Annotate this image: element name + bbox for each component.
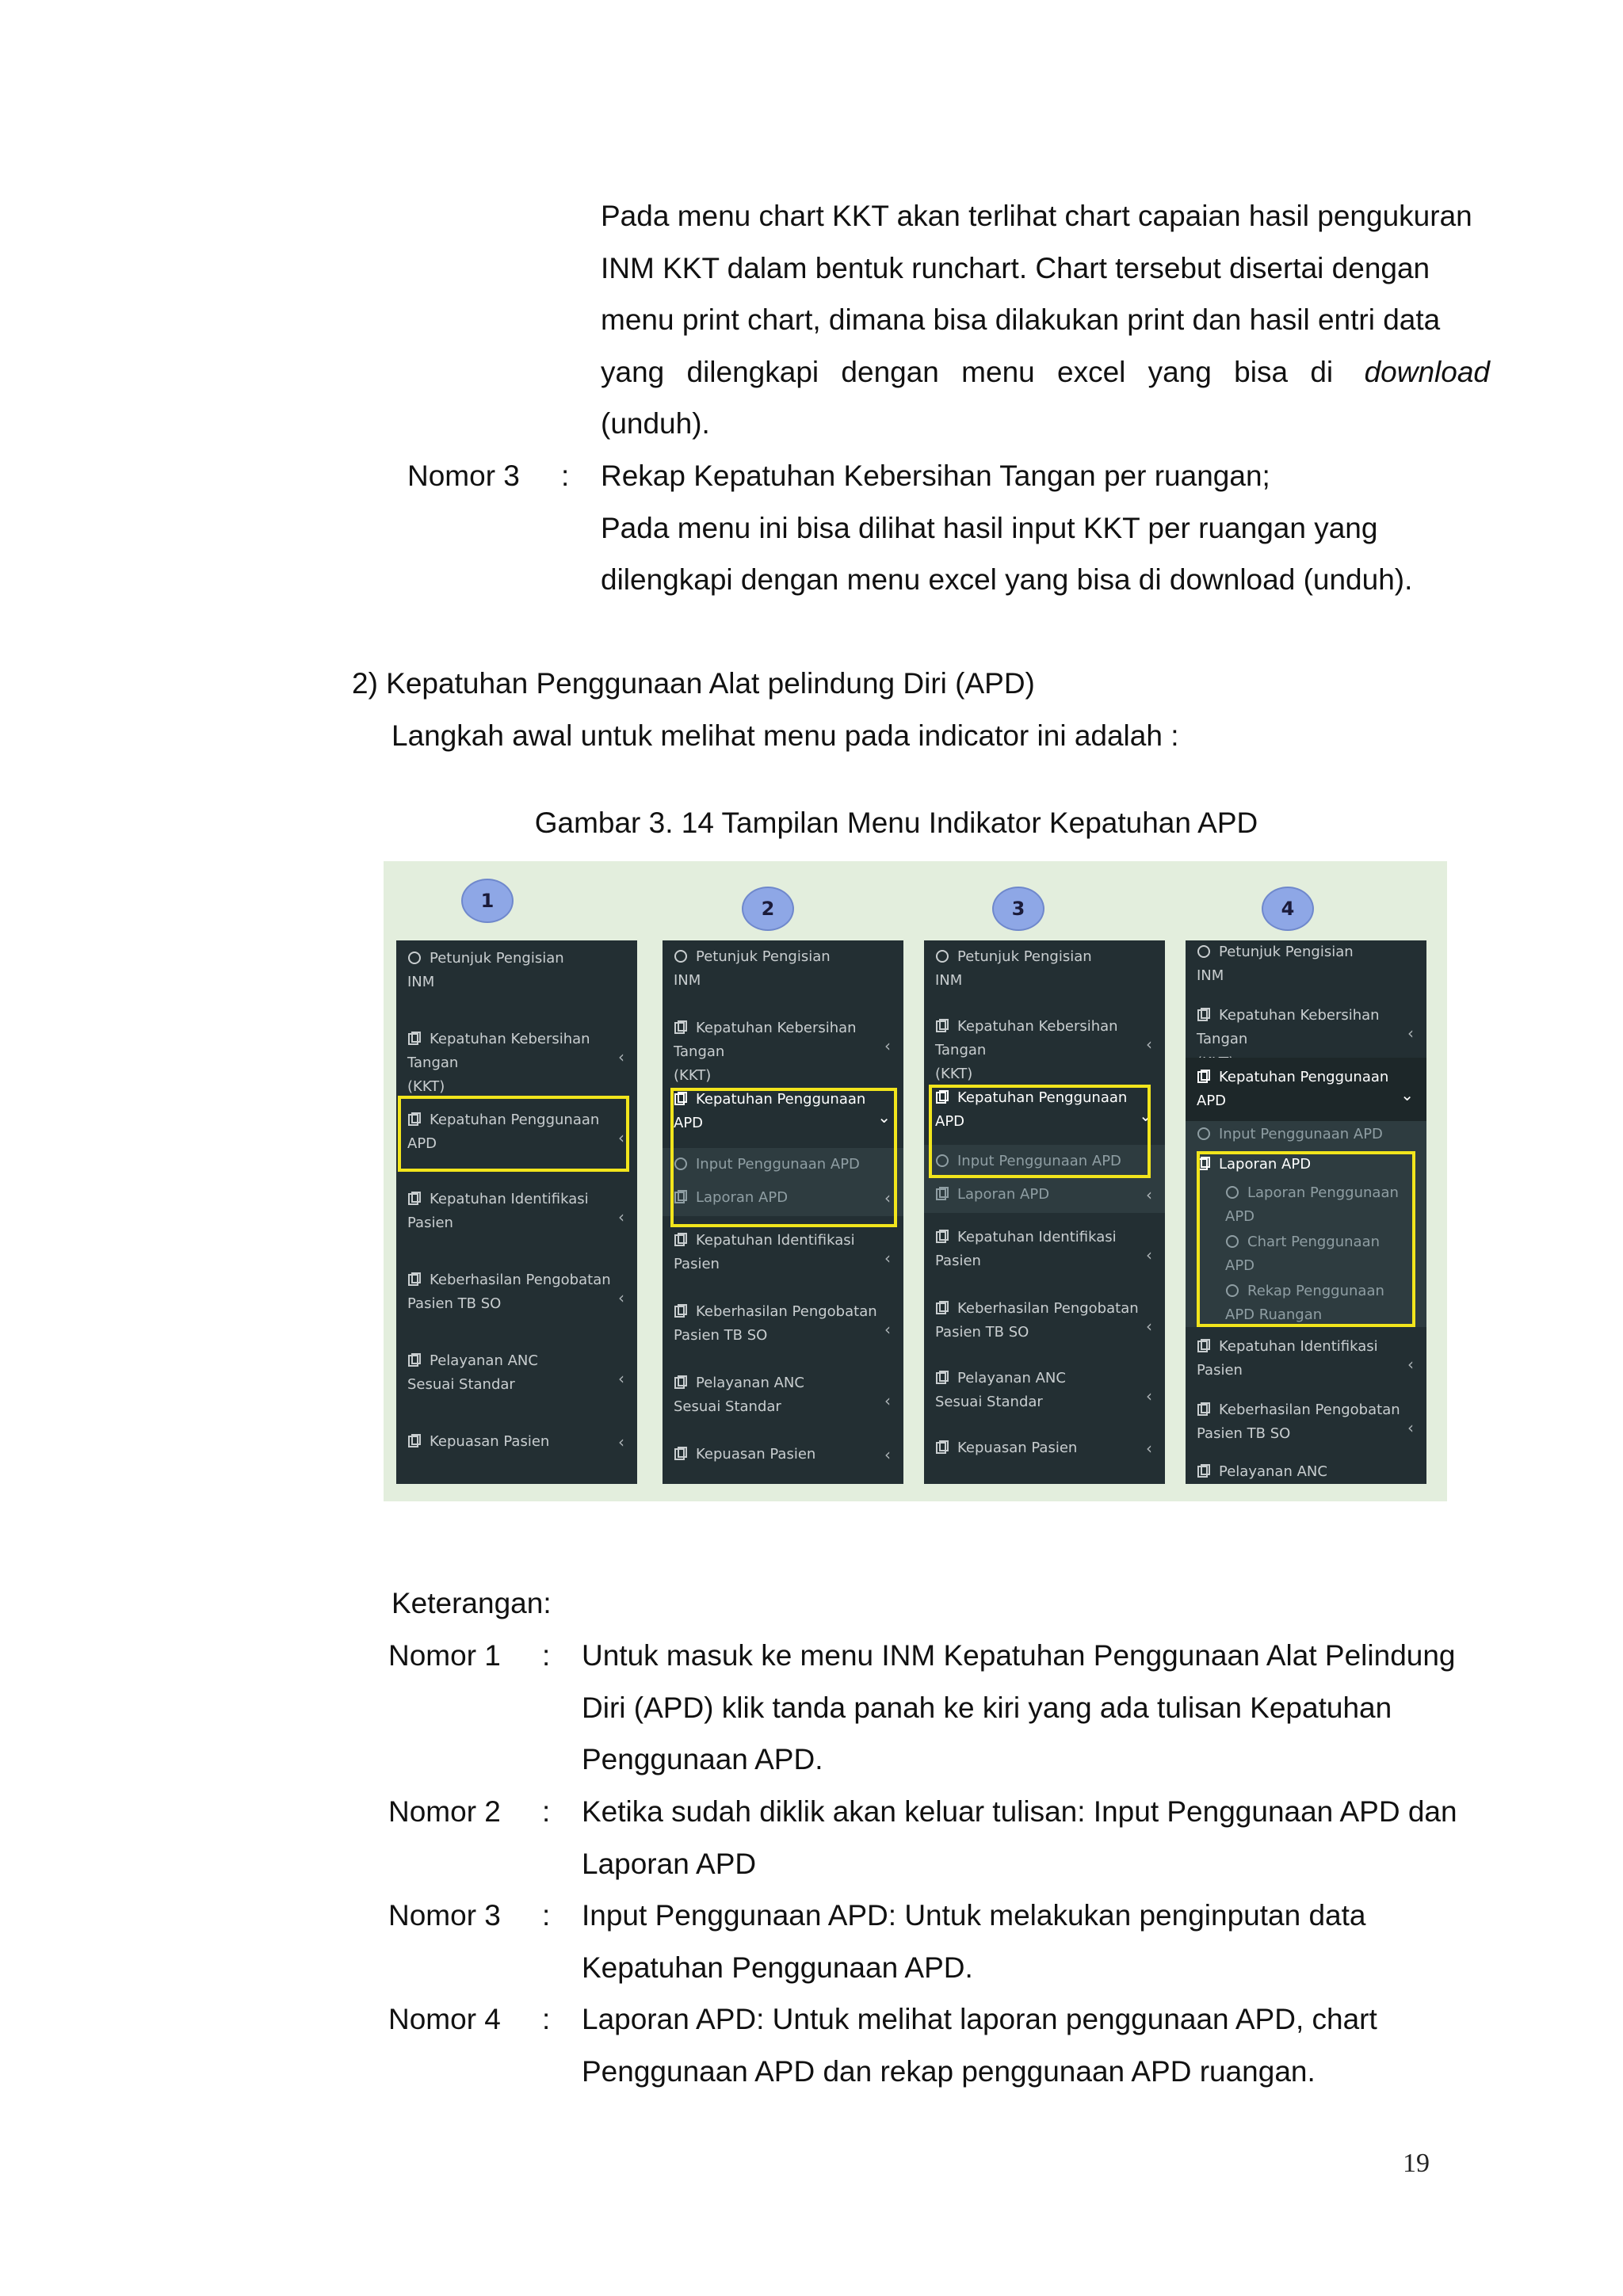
menu-label: INM <box>935 972 963 989</box>
keterangan-line: Penggunaan APD dan rekap penggunaan APD ruangan. <box>582 2054 1316 2088</box>
menu-label: Pasien <box>935 1253 981 1269</box>
nomor-label: Nomor 1 <box>388 1639 501 1672</box>
menu-label: Pasien TB SO <box>935 1324 1029 1341</box>
clipboard-icon <box>407 1352 422 1366</box>
chevron-left-icon: ‹ <box>1146 1439 1152 1458</box>
chevron-left-icon: ‹ <box>618 1288 624 1307</box>
highlight-box <box>670 1088 897 1227</box>
intro-line: (unduh). <box>601 407 710 440</box>
menu-label: Pasien <box>674 1256 720 1272</box>
menu-label: Kepuasan Pasien <box>957 1440 1078 1456</box>
circle-icon <box>1197 943 1211 957</box>
colon: : <box>542 1899 551 1932</box>
clipboard-icon <box>407 1432 422 1447</box>
nomor-label: Nomor 4 <box>388 2003 501 2035</box>
menu-label: Pasien TB SO <box>1197 1425 1291 1442</box>
intro-line: menu print chart, dimana bisa dilakukan print dan hasil entri data <box>601 303 1441 336</box>
menu-label: Kepatuhan Kebersihan Tangan <box>935 1018 1118 1058</box>
chevron-left-icon: ‹ <box>1146 1185 1152 1204</box>
badge-4: 4 <box>1262 887 1314 931</box>
nomor-label: Nomor 3 <box>407 460 520 492</box>
menu-panel-3 <box>924 940 1165 1484</box>
menu-label: Pasien <box>407 1215 453 1231</box>
clipboard-icon <box>674 1445 688 1459</box>
chevron-left-icon: ‹ <box>1146 1245 1152 1264</box>
chevron-left-icon: ‹ <box>884 1445 891 1464</box>
menu-label: Laporan APD <box>696 1189 789 1206</box>
nomor-label: Nomor 3 <box>388 1899 501 1932</box>
colon: : <box>542 1795 551 1828</box>
chevron-left-icon: ‹ <box>1407 1418 1414 1437</box>
menu-item-anc[interactable] <box>407 1349 629 1397</box>
menu-label: Chart Penggunaan <box>1247 1234 1381 1250</box>
keterangan-line: Untuk masuk ke menu INM Kepatuhan Penggunaan Alat Pelindung <box>582 1639 1456 1672</box>
menu-label: Keberhasilan Pengobatan <box>430 1272 611 1288</box>
keterangan-line: Input Penggunaan APD: Untuk melakukan penginputan data <box>582 1899 1366 1932</box>
menu-label: Keberhasilan Pengobatan <box>1219 1402 1400 1418</box>
nomor-label: Nomor 2 <box>388 1795 501 1828</box>
clipboard-icon <box>674 1374 688 1388</box>
menu-label: Kepatuhan Penggunaan <box>1219 1069 1389 1085</box>
menu-label: Rekap Penggunaan <box>1247 1283 1384 1299</box>
figure-menu-screenshot <box>384 861 1447 1501</box>
keterangan-line: Laporan APD <box>582 1847 757 1880</box>
keterangan-line: Diri (APD) klik tanda panah ke kiri yang ada tulisan Kepatuhan <box>582 1691 1392 1724</box>
intro-line: INM KKT dalam bentuk runchart. Chart tersebut disertai dengan <box>601 251 1430 284</box>
menu-item-kkt[interactable] <box>407 1028 629 1099</box>
section-subtitle: Langkah awal untuk melihat menu pada indicator ini adalah : <box>391 719 1179 752</box>
intro-line-text: yang dilengkapi dengan menu excel yang bisa di <box>601 355 1334 388</box>
chevron-down-icon: ⌄ <box>877 1108 891 1127</box>
menu-label: Pasien TB SO <box>407 1295 502 1312</box>
chevron-left-icon: ‹ <box>1146 1317 1152 1336</box>
menu-label: Kepatuhan Kebersihan Tangan <box>1197 1007 1380 1047</box>
menu-item-tbso[interactable] <box>935 1297 1157 1344</box>
nomor3-line: dilengkapi dengan menu excel yang bisa di download (unduh). <box>601 563 1413 596</box>
menu-label: Kepuasan Pasien <box>430 1433 550 1450</box>
menu-item-laporan-apd[interactable] <box>935 1183 1157 1207</box>
menu-label: (KKT) <box>935 1066 973 1082</box>
menu-item-tbso[interactable] <box>674 1300 896 1348</box>
colon: : <box>561 460 570 492</box>
menu-item-identifikasi[interactable] <box>674 1229 896 1276</box>
menu-label: Kepatuhan Kebersihan Tangan <box>407 1031 590 1071</box>
section-heading: 2) Kepatuhan Penggunaan Alat pelindung Diri (APD) <box>352 667 1035 700</box>
chevron-left-icon: ‹ <box>618 1207 624 1226</box>
menu-item-tbso[interactable] <box>1197 1398 1419 1446</box>
menu-label: Kepatuhan Penggunaan <box>696 1091 866 1108</box>
highlight-box <box>929 1085 1151 1178</box>
menu-label: Pelayanan ANC <box>1219 1463 1327 1480</box>
chevron-left-icon: ‹ <box>884 1320 891 1339</box>
chevron-left-icon: ‹ <box>1407 1355 1414 1374</box>
menu-label: Kepatuhan Identifikasi <box>1219 1338 1378 1355</box>
menu-item-input-apd[interactable] <box>1197 1123 1419 1146</box>
menu-item-petunjuk[interactable] <box>1197 940 1419 988</box>
menu-item-kkt[interactable] <box>674 1016 896 1088</box>
menu-label: Pasien <box>1197 1362 1243 1379</box>
circle-icon <box>674 948 688 962</box>
clipboard-icon <box>935 1185 949 1199</box>
clipboard-icon <box>935 1369 949 1383</box>
menu-label: Kepatuhan Identifikasi <box>696 1232 855 1249</box>
clipboard-icon <box>1197 1337 1211 1352</box>
menu-label: Petunjuk Pengisian <box>430 950 564 967</box>
chevron-left-icon: ‹ <box>618 1128 624 1147</box>
clipboard-icon <box>1197 1006 1211 1020</box>
keterangan-line: Ketika sudah diklik akan keluar tulisan: Input Penggunaan APD dan <box>582 1795 1457 1828</box>
menu-label: Input Penggunaan APD <box>957 1153 1121 1169</box>
chevron-down-icon: ⌄ <box>1400 1085 1414 1104</box>
circle-icon <box>935 948 949 962</box>
chevron-left-icon: ‹ <box>618 1369 624 1388</box>
menu-label: INM <box>1197 967 1224 984</box>
menu-label: Sesuai Standar <box>407 1376 515 1393</box>
clipboard-icon <box>407 1271 422 1285</box>
menu-label: Kepatuhan Identifikasi <box>957 1229 1117 1245</box>
menu-label: APD <box>935 1113 965 1130</box>
menu-label: Petunjuk Pengisian <box>696 948 831 965</box>
menu-label: Input Penggunaan APD <box>1219 1126 1383 1142</box>
menu-item-identifikasi[interactable] <box>935 1226 1157 1273</box>
menu-label: Pelayanan ANC <box>957 1370 1066 1386</box>
clipboard-icon <box>935 1439 949 1453</box>
badge-2: 2 <box>742 887 794 931</box>
menu-label: Laporan Penggunaan <box>1247 1184 1399 1201</box>
menu-label: Keberhasilan Pengobatan <box>957 1300 1139 1317</box>
menu-item-tbso[interactable] <box>407 1268 629 1316</box>
menu-label: APD Ruangan <box>1225 1306 1323 1323</box>
menu-item-apd[interactable] <box>1197 1066 1419 1113</box>
badge-1: 1 <box>461 879 514 923</box>
menu-label: Kepuasan Pasien <box>696 1446 816 1463</box>
menu-label: (KKT) <box>674 1067 712 1084</box>
intro-paragraph <box>601 190 1490 450</box>
menu-label: INM <box>674 972 701 989</box>
intro-line: Pada menu chart KKT akan terlihat chart capaian hasil pengukuran <box>601 200 1472 232</box>
chevron-left-icon: ‹ <box>884 1391 891 1410</box>
menu-item-kepuasan[interactable] <box>407 1430 629 1454</box>
clipboard-icon <box>935 1017 949 1032</box>
menu-item-anc[interactable] <box>674 1371 896 1419</box>
menu-label: Input Penggunaan APD <box>696 1156 860 1173</box>
chevron-left-icon: ‹ <box>884 1188 891 1207</box>
menu-panel-4 <box>1186 940 1426 1484</box>
menu-label: Pasien TB SO <box>674 1327 768 1344</box>
chevron-down-icon: ⌄ <box>1139 1106 1152 1125</box>
menu-label: Keberhasilan Pengobatan <box>696 1303 877 1320</box>
keterangan-line: Laporan APD: Untuk melihat laporan penggunaan APD, chart <box>582 2003 1377 2035</box>
chevron-left-icon: ‹ <box>618 1047 624 1066</box>
menu-label: Kepatuhan Kebersihan Tangan <box>674 1020 857 1060</box>
menu-label: APD <box>1197 1093 1227 1109</box>
menu-label: INM <box>407 974 435 990</box>
menu-panel-2 <box>663 940 903 1484</box>
page-number: 19 <box>1403 2149 1430 2178</box>
colon: : <box>542 1639 551 1672</box>
menu-label: Kepatuhan Penggunaan <box>430 1112 600 1128</box>
chevron-left-icon: ‹ <box>1407 1024 1414 1043</box>
colon: : <box>542 2003 551 2035</box>
clipboard-icon <box>1197 1463 1211 1477</box>
menu-item-petunjuk[interactable] <box>407 947 629 994</box>
clipboard-icon <box>1197 1068 1211 1082</box>
menu-label: Kepatuhan Penggunaan <box>957 1089 1128 1106</box>
chevron-left-icon: ‹ <box>1146 1035 1152 1054</box>
menu-item-petunjuk[interactable] <box>935 945 1157 993</box>
clipboard-icon <box>674 1231 688 1245</box>
menu-item-identifikasi[interactable] <box>407 1188 629 1235</box>
menu-label: APD <box>407 1135 437 1152</box>
clipboard-icon <box>1197 1401 1211 1415</box>
menu-item-kkt[interactable] <box>935 1015 1157 1086</box>
menu-item-identifikasi[interactable] <box>1197 1335 1419 1383</box>
menu-label: Petunjuk Pengisian <box>1219 944 1354 960</box>
intro-italic-word: download <box>1364 355 1490 388</box>
menu-label: APD <box>674 1115 704 1131</box>
menu-label: Sesuai Standar <box>674 1398 781 1415</box>
circle-icon <box>407 949 422 963</box>
menu-label: (KKT) <box>407 1078 445 1095</box>
badge-3: 3 <box>992 887 1044 931</box>
nomor3-line: Pada menu ini bisa dilihat hasil input KKT per ruangan yang <box>601 511 1378 544</box>
menu-label: APD <box>1225 1208 1255 1225</box>
menu-label: Pelayanan ANC <box>696 1375 804 1391</box>
menu-item-anc[interactable] <box>1197 1460 1419 1484</box>
nomor3-top-row <box>0 450 1623 608</box>
clipboard-icon <box>674 1302 688 1317</box>
figure-caption: Gambar 3. 14 Tampilan Menu Indikator Kepatuhan APD <box>534 807 1258 839</box>
chevron-left-icon: ‹ <box>884 1249 891 1268</box>
highlight-box <box>398 1096 629 1172</box>
intro-line <box>601 346 1490 399</box>
highlight-box <box>1197 1151 1415 1327</box>
keterangan-title: Keterangan: <box>391 1587 552 1619</box>
chevron-left-icon: ‹ <box>884 1036 891 1055</box>
chevron-left-icon: ‹ <box>618 1432 624 1451</box>
menu-item-petunjuk[interactable] <box>674 945 896 993</box>
nomor3-line: Rekap Kepatuhan Kebersihan Tangan per ruangan; <box>601 460 1270 492</box>
clipboard-icon <box>407 1030 422 1044</box>
menu-item-kepuasan[interactable] <box>935 1436 1157 1460</box>
menu-label: Laporan APD <box>1219 1156 1312 1173</box>
menu-label: Petunjuk Pengisian <box>957 948 1092 965</box>
menu-label: Sesuai Standar <box>935 1394 1043 1410</box>
clipboard-icon <box>674 1019 688 1033</box>
menu-label: Pelayanan ANC <box>430 1352 538 1369</box>
menu-label: APD <box>1225 1257 1255 1274</box>
menu-label: Kepatuhan Identifikasi <box>430 1191 589 1207</box>
clipboard-icon <box>407 1190 422 1204</box>
chevron-left-icon: ‹ <box>1146 1386 1152 1405</box>
menu-item-kepuasan[interactable] <box>674 1443 896 1466</box>
circle-icon <box>1197 1125 1211 1139</box>
keterangan-line: Penggunaan APD. <box>582 1743 823 1775</box>
keterangan-line: Kepatuhan Penggunaan APD. <box>582 1951 973 1984</box>
menu-panel-1 <box>396 940 637 1484</box>
clipboard-icon <box>935 1228 949 1242</box>
menu-item-anc[interactable] <box>935 1367 1157 1414</box>
menu-label: Laporan APD <box>957 1186 1050 1203</box>
clipboard-icon <box>935 1299 949 1314</box>
